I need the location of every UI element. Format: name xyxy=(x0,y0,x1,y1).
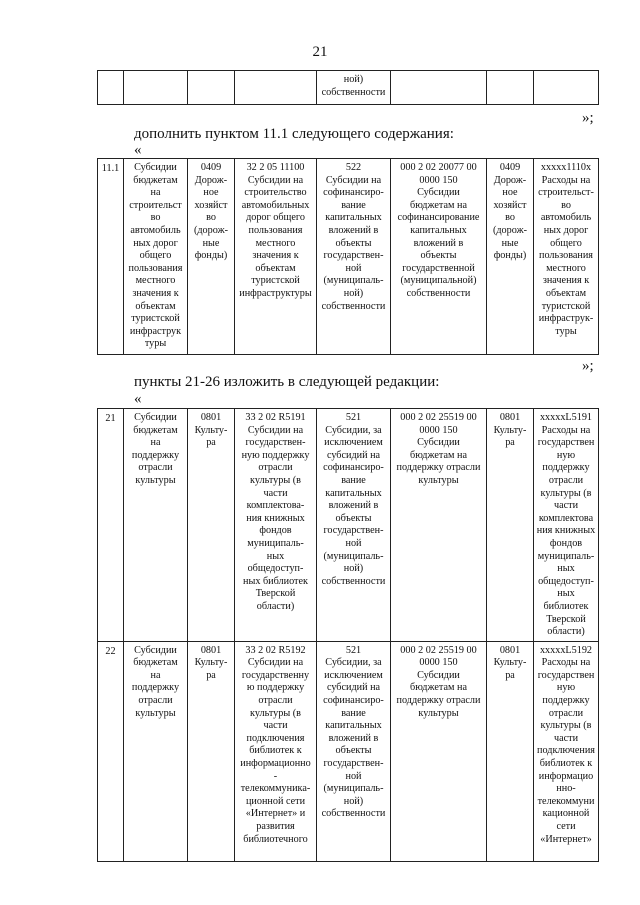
cell-text-line: Субсидии на xyxy=(247,424,304,436)
cell-revenue-code xyxy=(391,409,487,642)
cell-target-article xyxy=(235,71,317,105)
cell-text-line: 33 2 02 R5191 xyxy=(245,412,306,423)
cell-text-line: Дорож- xyxy=(194,174,228,186)
cell-text-line: вание xyxy=(341,474,366,486)
cell-text-line: библиотек к xyxy=(539,758,593,770)
cell-text-line: государствен xyxy=(537,437,595,449)
cell-text-line: поддержку отрасли xyxy=(396,462,481,474)
cell-text-line: Расходы на xyxy=(541,174,591,186)
cell-text-line: области) xyxy=(547,626,585,638)
cell-text-line: капитальных xyxy=(325,720,382,732)
cell-section-code xyxy=(188,71,235,105)
cell-text-line: автомобиль xyxy=(130,224,181,236)
cell-text-line: (муниципаль- xyxy=(323,550,384,562)
cell-text-line: отрасли xyxy=(138,695,173,707)
instruction-paragraph-2: пункты 21-26 изложить в следующей редакции: xyxy=(134,374,440,390)
cell-text-line: инфраструк- xyxy=(538,313,594,325)
cell-text-line: значения к xyxy=(252,250,299,262)
cell-text-line: вложений в xyxy=(328,500,379,512)
cell-text-line: поддержку xyxy=(131,449,180,461)
cell-text-line: Культу- xyxy=(194,657,228,669)
cell-text-line: ных дорог xyxy=(133,237,178,249)
cell-text-line: отрасли xyxy=(548,474,584,486)
cell-text-line: (муниципальной) xyxy=(400,275,477,287)
cell-section-code xyxy=(188,409,235,642)
cell-text-line: софинансирование xyxy=(397,212,480,224)
cell-text-line: субсидий на xyxy=(326,682,381,694)
cell-text-line: бюджетам xyxy=(133,424,178,436)
cell-text-line: Субсидии xyxy=(134,162,177,173)
cell-text-line: 521 xyxy=(345,644,362,656)
cell-text-line: ционной сети xyxy=(245,795,306,807)
cell-text-line: на xyxy=(150,437,161,449)
cell-text-line: комплектова xyxy=(538,512,594,524)
cell-text-line: автомобильных xyxy=(241,199,310,211)
cell-text-line: государствен xyxy=(537,669,595,681)
cell-text-line: вложений в xyxy=(328,732,379,744)
cell-text-line: вложений в xyxy=(413,237,464,249)
cell-text-line: государствен- xyxy=(245,437,306,449)
cell-text-line: на xyxy=(150,187,161,199)
cell-number xyxy=(98,641,124,861)
cell-text-line: ной xyxy=(345,770,362,782)
cell-text-line: поддержку xyxy=(542,695,590,707)
cell-text-line: библиотек xyxy=(543,600,589,612)
cell-text-line: субсидий на xyxy=(326,449,381,461)
cell-text-line: софинансиро- xyxy=(323,187,384,199)
cell-text-line: государствен- xyxy=(323,250,384,262)
cell-text-line: - xyxy=(273,770,278,782)
page-number: 21 xyxy=(312,44,328,60)
cell-text-line: культуры xyxy=(135,474,176,486)
cell-target-article xyxy=(235,159,317,355)
cell-text-line: ных дорог xyxy=(543,224,589,236)
cell-text-line: 21 xyxy=(105,413,116,424)
cell-text-line: во xyxy=(561,199,571,211)
cell-text-line: государствен- xyxy=(323,758,384,770)
cell-text-line: инфраструк xyxy=(129,325,182,337)
cell-text-line: 0801 xyxy=(200,412,222,423)
cell-subsidy-name xyxy=(124,409,188,642)
cell-text-line: 33 2 02 R5192 xyxy=(245,644,306,656)
cell-text-line: 0000 150 xyxy=(419,174,458,186)
cell-text-line: ния книжных xyxy=(246,512,305,524)
cell-text-line: туры xyxy=(144,338,167,350)
cell-text-line: объекты xyxy=(335,512,372,524)
cell-text-line: капитальных xyxy=(410,224,467,236)
cell-text-line: собственности xyxy=(406,287,471,299)
cell-text-line: пользования xyxy=(128,262,183,274)
cell-text-line: ные xyxy=(501,237,519,249)
cell-text-line: 0801 xyxy=(499,644,521,656)
cell-text-line: телекоммуни xyxy=(537,795,595,807)
cell-text-line: (муниципаль- xyxy=(323,275,384,287)
cell-text-line: нно- xyxy=(556,783,576,795)
cell-text-line: собственности xyxy=(321,808,386,820)
cell-text-line: ния книжных xyxy=(536,525,596,537)
cell-text-line: во xyxy=(206,212,216,224)
cell-text-line: ной xyxy=(345,262,362,274)
instruction-paragraph-1: дополнить пунктом 11.1 следующего содержания: xyxy=(134,126,454,142)
cell-text-line: Субсидии xyxy=(417,669,460,681)
cell-text-line: местного xyxy=(135,275,176,287)
cell-text-line: Расходы на xyxy=(541,424,591,436)
cell-text-line: 000 2 02 20077 00 xyxy=(400,162,477,173)
cell-text-line: 22 xyxy=(105,645,116,657)
cell-text-line: туристской xyxy=(251,275,300,287)
cell-text-line: Тверской xyxy=(546,613,586,625)
cell-text-line: муниципаль- xyxy=(247,537,304,549)
cell-text-line: автомобиль xyxy=(540,212,592,224)
cell-text-line: бюджетам xyxy=(133,657,178,669)
cell-text-line: строительст xyxy=(129,199,182,211)
cell-number xyxy=(98,409,124,642)
cell-text-line: «Интернет» xyxy=(540,833,592,845)
cell-text-line: отрасли xyxy=(138,462,173,474)
closing-quote-1: »; xyxy=(582,110,594,126)
cell-text-line: 0409 xyxy=(499,162,521,173)
cell-text-line: развития xyxy=(256,821,295,832)
cell-text-line: культуры (в xyxy=(250,707,301,719)
cell-number xyxy=(98,159,124,355)
cell-text-line: подключения xyxy=(537,745,595,757)
cell-revenue-code xyxy=(391,641,487,861)
cell-text-line: области) xyxy=(256,600,295,612)
cell-text-line: туристской xyxy=(131,313,180,325)
cell-section-code xyxy=(188,641,235,861)
opening-quote-1: « xyxy=(134,142,142,158)
cell-text-line: телекоммуника- xyxy=(240,783,311,795)
cell-text-line: дорог общего xyxy=(246,212,305,224)
cell-text-line: Субсидии xyxy=(417,437,460,449)
cell-text-line: сети xyxy=(556,821,576,832)
cell-text-line: собственности xyxy=(321,575,386,587)
cell-text-line: (дорож- xyxy=(193,224,229,236)
cell-text-line: во xyxy=(150,212,161,224)
cell-text-line: культуры (в xyxy=(250,474,301,486)
cell-text-line: ную xyxy=(556,449,576,461)
cell-text-line: части xyxy=(263,720,288,732)
cell-text-line: капитальных xyxy=(325,212,382,224)
cell-text-line: софинансиро- xyxy=(323,462,384,474)
closing-quote-2: »; xyxy=(582,358,594,374)
cell-local-expense xyxy=(534,409,599,642)
cell-text-line: 0801 xyxy=(200,644,222,656)
cell-text-line: ра xyxy=(206,669,216,681)
cell-text-line: 000 2 02 25519 00 xyxy=(400,644,477,656)
cell-text-line: части xyxy=(553,732,579,744)
cell-number xyxy=(98,71,124,105)
cell-text-line: ной) xyxy=(343,563,364,575)
cell-text-line: муниципаль- xyxy=(537,550,595,562)
continuation-table xyxy=(97,70,599,105)
cell-text-line: 11.1 xyxy=(101,163,120,174)
cell-section-code xyxy=(188,159,235,355)
cell-text-line: исключением xyxy=(324,437,383,449)
cell-text-line: ра xyxy=(505,669,515,681)
cell-text-line: Культу- xyxy=(493,657,527,669)
cell-text-line: исключением xyxy=(324,669,383,681)
cell-text-line: 0000 150 xyxy=(419,424,458,436)
cell-text-line: ных xyxy=(266,550,285,562)
cell-text-line: информацио xyxy=(538,770,594,782)
cell-text-line: 0000 150 xyxy=(419,657,458,669)
cell-text-line: строительство xyxy=(244,187,307,199)
cell-text-line: культуры xyxy=(418,474,459,486)
cell-text-line: вание xyxy=(341,707,366,719)
cell-text-line: во xyxy=(505,212,515,224)
cell-text-line: поддержку xyxy=(542,462,590,474)
cell-text-line: фонды) xyxy=(194,250,228,262)
cell-text-line: (дорож- xyxy=(492,224,528,236)
cell-text-line: ю поддержку xyxy=(246,682,305,694)
cell-text-line: 0409 xyxy=(200,162,222,173)
cell-text-line: ные xyxy=(202,237,220,249)
cell-section-code-2 xyxy=(487,71,534,105)
cell-text-line: Расходы на xyxy=(541,657,591,669)
cell-text-line: хозяйст xyxy=(493,199,527,211)
cell-text-line: части xyxy=(553,500,579,512)
cell-text-line: отрасли xyxy=(548,707,584,719)
cell-target-article xyxy=(235,409,317,642)
cell-text-line: вание xyxy=(341,199,366,211)
cell-text-line: ной) xyxy=(343,74,364,85)
cell-text-line: Субсидии на xyxy=(247,657,304,669)
cell-text-line: культуры xyxy=(135,707,176,719)
cell-text-line: бюджетам на xyxy=(410,682,467,694)
cell-text-line: Субсидии на xyxy=(247,174,304,186)
cell-text-line: отрасли xyxy=(258,462,293,474)
cell-text-line: Субсидии на xyxy=(325,174,382,186)
cell-text-line: Культу- xyxy=(493,424,527,436)
cell-revenue-code xyxy=(391,159,487,355)
cell-text-line: софинансиро- xyxy=(323,695,384,707)
cell-text-line: культуры xyxy=(418,707,459,719)
cell-text-line: Дорож- xyxy=(493,174,527,186)
cell-section-code-2 xyxy=(487,159,534,355)
cell-text-line: библиотечного xyxy=(243,833,308,845)
table-row xyxy=(98,409,599,642)
cell-text-line: собственности xyxy=(321,300,386,312)
cell-text-line: местного xyxy=(255,237,296,249)
cell-text-line: объектам xyxy=(255,262,296,274)
cell-text-line: 000 2 02 25519 00 xyxy=(400,412,477,423)
cell-text-line: ной) xyxy=(343,795,364,807)
cell-text-line: 521 xyxy=(345,412,362,423)
cell-text-line: объекты xyxy=(420,250,457,262)
cell-text-line: бюджетам xyxy=(133,174,178,186)
cell-text-line: xxxxxL5192 xyxy=(539,644,593,656)
cell-text-line: объекты xyxy=(335,745,372,757)
cell-text-line: Субсидии, за xyxy=(325,657,382,669)
cell-text-line: государственну xyxy=(241,669,310,681)
cell-expense-type xyxy=(317,71,391,105)
cell-text-line: объектам xyxy=(135,300,176,312)
cell-text-line: ных xyxy=(557,563,575,575)
cell-text-line: общедоступ- xyxy=(247,563,304,575)
cell-text-line: бюджетам на xyxy=(410,449,467,461)
cell-text-line: 0801 xyxy=(499,412,521,423)
cell-text-line: вложений в xyxy=(328,224,379,236)
cell-text-line: кационной xyxy=(542,808,590,820)
cell-text-line: Тверской xyxy=(255,588,296,600)
cell-text-line: общедоступ- xyxy=(538,575,594,587)
cell-text-line: культуры (в xyxy=(540,720,592,732)
cell-text-line: информационно xyxy=(240,758,311,770)
cell-text-line: поддержку xyxy=(131,682,180,694)
cell-text-line: подключения xyxy=(246,732,305,744)
cell-text-line: общего xyxy=(139,250,172,262)
cell-text-line: Субсидии xyxy=(417,187,460,199)
cell-text-line: Субсидии xyxy=(134,644,177,656)
cell-text-line: «Интернет» и xyxy=(245,808,306,820)
table-row xyxy=(98,641,599,861)
cell-text-line: ра xyxy=(505,437,515,449)
cell-subsidy-name xyxy=(124,159,188,355)
cell-text-line: туристской xyxy=(541,300,591,312)
cell-text-line: Субсидии xyxy=(134,412,177,423)
cell-text-line: собственности xyxy=(321,86,386,98)
cell-text-line: 522 xyxy=(345,162,362,173)
cell-text-line: фондов xyxy=(549,537,583,549)
cell-local-expense xyxy=(534,71,599,105)
cell-text-line: бюджетам на xyxy=(410,199,467,211)
cell-subsidy-name xyxy=(124,641,188,861)
table-row xyxy=(98,159,599,355)
cell-text-line: государствен- xyxy=(323,525,384,537)
cell-subsidy-name xyxy=(124,71,188,105)
cell-text-line: комплектова- xyxy=(246,500,305,512)
cell-text-line: культуры (в xyxy=(540,487,592,499)
cell-revenue-code xyxy=(391,71,487,105)
cell-expense-type xyxy=(317,159,391,355)
cell-text-line: 32 2 05 11100 xyxy=(246,162,305,173)
cell-text-line: ра xyxy=(206,437,216,449)
cell-text-line: фондов xyxy=(259,525,292,537)
cell-expense-type xyxy=(317,409,391,642)
cell-text-line: части xyxy=(263,487,288,499)
cell-text-line: (муниципаль- xyxy=(323,783,384,795)
cell-text-line: ное xyxy=(502,187,518,199)
cell-text-line: значения к xyxy=(132,287,179,299)
table-row xyxy=(98,71,599,105)
cell-text-line: туры xyxy=(555,325,577,337)
cell-target-article xyxy=(235,641,317,861)
opening-quote-2: « xyxy=(134,391,142,407)
cell-text-line: общего xyxy=(550,237,582,249)
cell-text-line: xxxxx1110x xyxy=(540,162,592,173)
cell-text-line: хозяйст xyxy=(194,199,228,211)
cell-expense-type xyxy=(317,641,391,861)
cell-text-line: государственной xyxy=(402,262,475,274)
cell-text-line: отрасли xyxy=(258,695,293,707)
cell-section-code-2 xyxy=(487,641,534,861)
cell-text-line: ных библиотек xyxy=(243,575,308,587)
cell-text-line: Культу- xyxy=(194,424,228,436)
cell-text-line: ную xyxy=(556,682,576,694)
cell-text-line: xxxxxL5191 xyxy=(539,412,593,423)
cell-text-line: строительст- xyxy=(538,187,594,199)
cell-text-line: ной) xyxy=(343,287,364,299)
cell-local-expense xyxy=(534,641,599,861)
cell-section-code-2 xyxy=(487,409,534,642)
cell-text-line: ное xyxy=(203,187,219,199)
cell-text-line: поддержку отрасли xyxy=(396,695,481,707)
cell-text-line: пользования xyxy=(539,250,593,262)
cell-text-line: инфраструктуры xyxy=(239,287,312,299)
cell-text-line: ных xyxy=(557,588,575,600)
cell-text-line: Субсидии, за xyxy=(325,424,382,436)
cell-text-line: объектам xyxy=(545,287,587,299)
cell-text-line: значения к xyxy=(542,275,590,287)
cell-text-line: ной xyxy=(345,537,362,549)
table-item-11-1 xyxy=(97,158,599,355)
cell-text-line: библиотек к xyxy=(249,745,302,757)
cell-text-line: ную поддержку xyxy=(241,449,310,461)
cell-text-line: фонды) xyxy=(493,250,527,262)
cell-text-line: капитальных xyxy=(325,487,382,499)
table-items-21-22 xyxy=(97,408,599,862)
cell-text-line: на xyxy=(150,669,161,681)
cell-local-expense xyxy=(534,159,599,355)
cell-text-line: местного xyxy=(546,262,586,274)
cell-text-line: объекты xyxy=(335,237,372,249)
cell-text-line: пользования xyxy=(248,224,303,236)
